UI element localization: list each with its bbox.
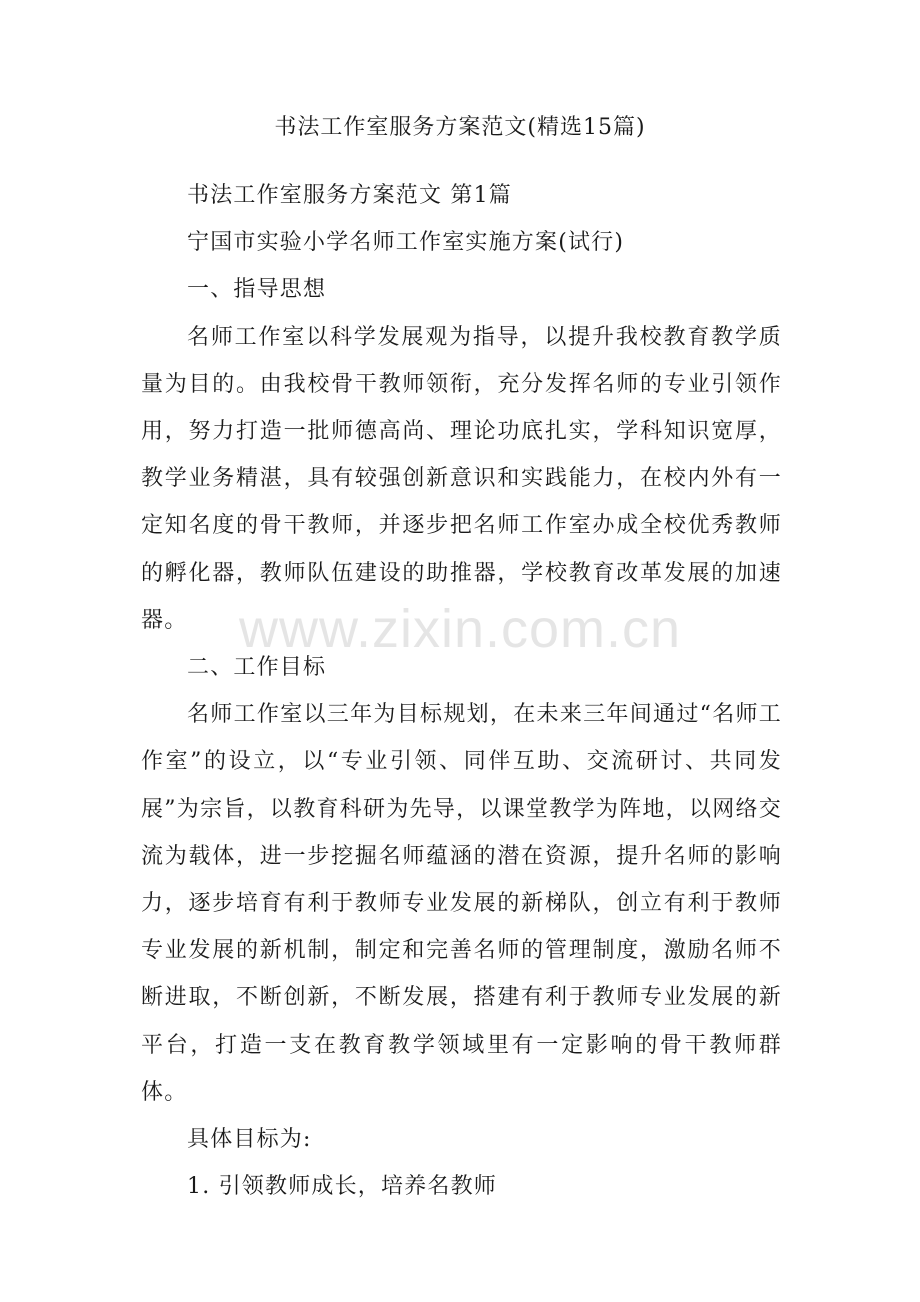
paragraph-guiding-ideology: 名师工作室以科学发展观为指导，以提升我校教育教学质量为目的。由我校骨干教师领衔，充分发挥名师的专业引领作用，努力打造一批师德高尚、理论功底扎实，学科知识宽厚，教学业务精湛，具有较强创新意识和实践能力，在校内外有一定知名度的骨干教师，并逐步把名师工作室办成全校优秀教师的孵化器，教师队伍建设的助推器，学校教育改革发展的加速器。: [141, 324, 782, 633]
heading-guiding-ideology: 一、指导思想: [187, 277, 327, 303]
document-subtitle: 宁国市实验小学名师工作室实施方案(试行): [187, 230, 625, 256]
document-body: [141, 172, 782, 1210]
watermark: www.zixin.com.cn: [238, 599, 682, 659]
section-heading: 书法工作室服务方案范文 第1篇: [187, 183, 512, 208]
document-title: 书法工作室服务方案范文(精选15篇): [274, 115, 646, 140]
goal-item-1: 1. 引领教师成长，培养名教师: [187, 1174, 497, 1200]
heading-work-goals: 二、工作目标: [187, 655, 327, 681]
specific-goals-label: 具体目标为:: [187, 1127, 312, 1153]
paragraph-work-goals: 名师工作室以三年为目标规划，在未来三年间通过“名师工作室”的设立，以“专业引领、同伴互助、交流研讨、共同发展”为宗旨，以教育科研为先导，以课堂教学为阵地，以网络交流为载体，进一步挖掘名师蕴涵的潜在资源，提升名师的影响力，逐步培育有利于教师专业发展的新梯队，创立有利于教师专业发展的新机制，制定和完善名师的管理制度，激励名师不断进取，不断创新，不断发展，搭建有利于教师专业发展的新平台，打造一支在教育教学领域里有一定影响的骨干教师群体。: [141, 702, 782, 1105]
